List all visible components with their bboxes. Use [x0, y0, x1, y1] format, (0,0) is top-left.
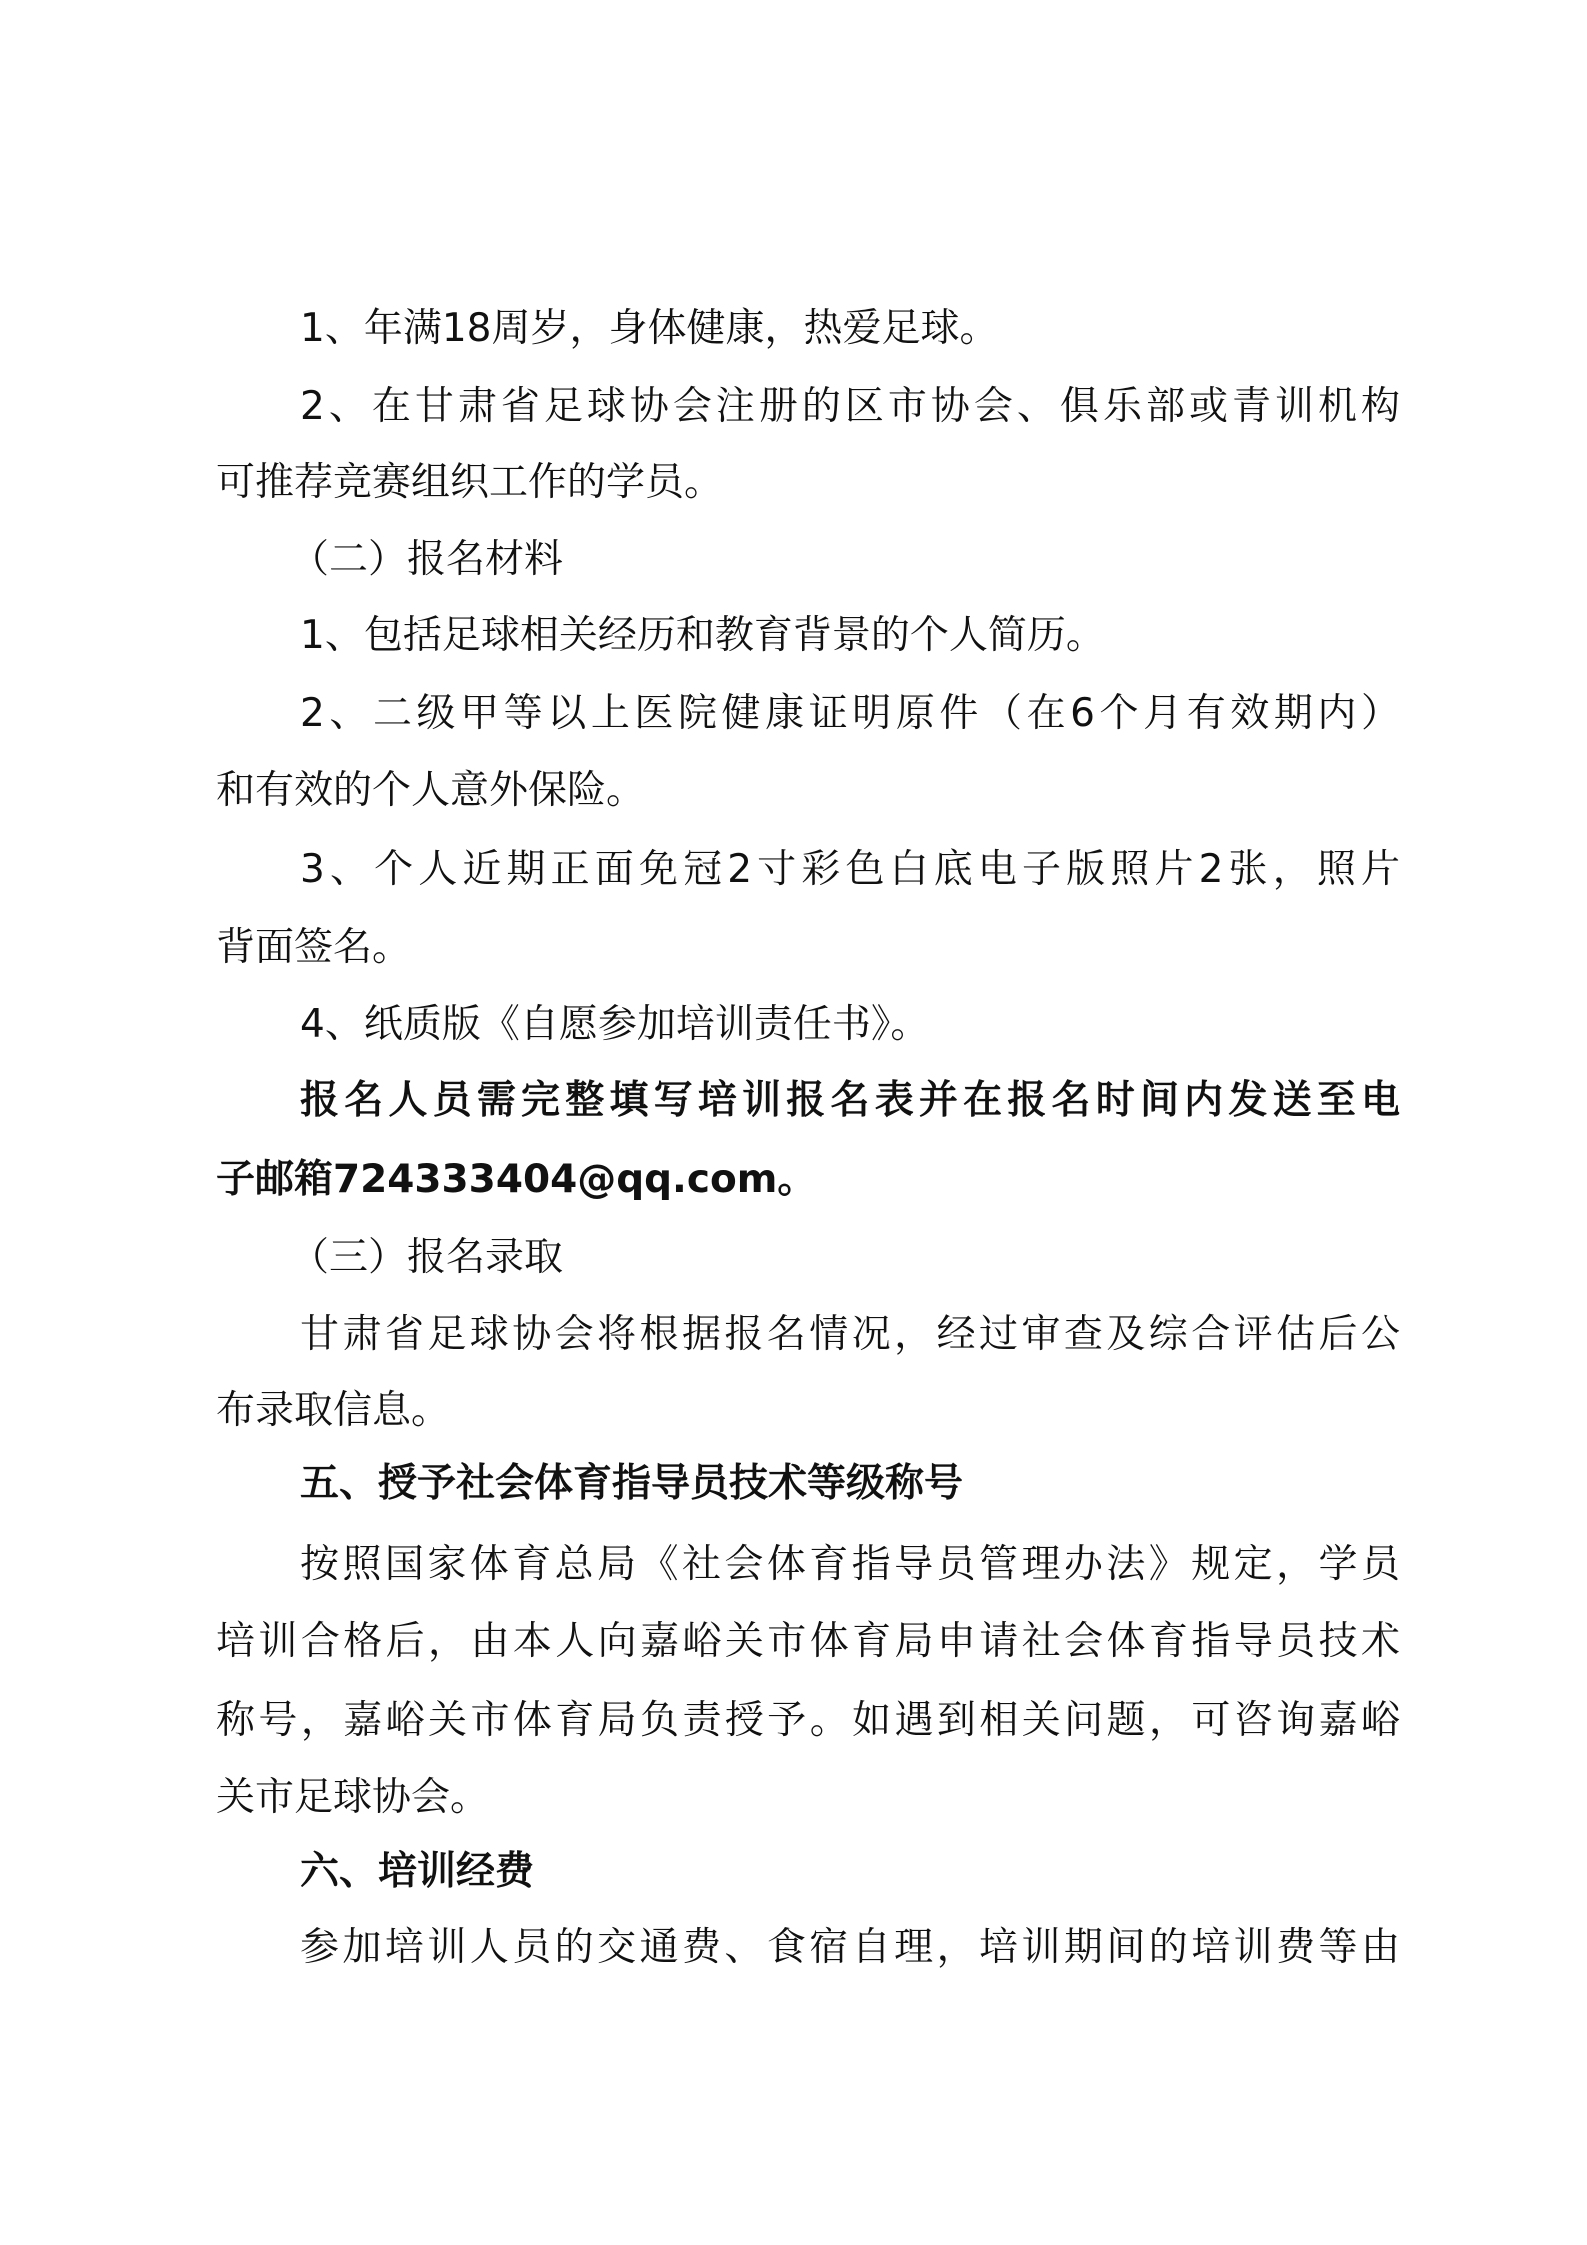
section-heading-title-award: 五、授予社会体育指导员技术等级称号	[300, 1461, 964, 1506]
material-health-line2: 和有效的个人意外保险。	[216, 768, 646, 813]
fees-text-line1: 参加培训人员的交通费、食宿自理，培训期间的培训费等由	[300, 1925, 1400, 1970]
award-text-line4: 关市足球协会。	[216, 1775, 490, 1820]
award-text-line2: 培训合格后，由本人向嘉峪关市体育局申请社会体育指导员技术	[216, 1619, 1400, 1664]
material-photo-line1: 3、个人近期正面免冠2寸彩色白底电子版照片2张，照片	[300, 847, 1400, 892]
section-heading-fees: 六、培训经费	[300, 1849, 535, 1894]
requirement-recommend-line2: 可推荐竞赛组织工作的学员。	[216, 460, 724, 505]
award-text-line1: 按照国家体育总局《社会体育指导员管理办法》规定，学员	[300, 1542, 1400, 1587]
section-heading-admission: （三）报名录取	[290, 1235, 564, 1280]
requirement-recommend-line1: 2、在甘肃省足球协会注册的区市协会、俱乐部或青训机构	[300, 384, 1400, 429]
requirement-age: 1、年满18周岁，身体健康，热爱足球。	[300, 306, 999, 351]
submission-note-line2: 子邮箱724333404@qq.com。	[216, 1157, 817, 1202]
material-health-line1: 2、二级甲等以上医院健康证明原件（在6个月有效期内）	[300, 691, 1400, 736]
material-resume: 1、包括足球相关经历和教育背景的个人简历。	[300, 613, 1105, 658]
material-photo-line2: 背面签名。	[216, 925, 412, 970]
material-agreement: 4、纸质版《自愿参加培训责任书》。	[300, 1002, 930, 1047]
admission-text-line2: 布录取信息。	[216, 1388, 451, 1433]
admission-text-line1: 甘肃省足球协会将根据报名情况，经过审查及综合评估后公	[300, 1312, 1400, 1357]
submission-note-line1: 报名人员需完整填写培训报名表并在报名时间内发送至电	[300, 1078, 1400, 1123]
award-text-line3: 称号，嘉峪关市体育局负责授予。如遇到相关问题，可咨询嘉峪	[216, 1698, 1400, 1743]
section-heading-materials: （二）报名材料	[290, 537, 564, 582]
